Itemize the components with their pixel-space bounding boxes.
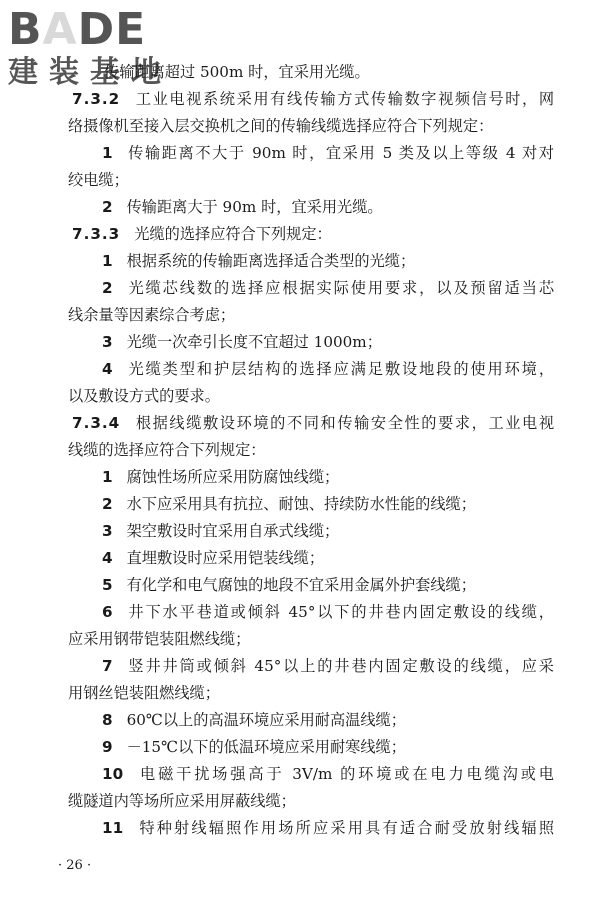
list-item: 1 腐蚀性场所应采用防腐蚀线缆； bbox=[102, 468, 340, 486]
section-7-3-3-heading: 7.3.3 光缆的选择应符合下列规定： bbox=[72, 225, 332, 243]
list-item: 9 －15℃以下的低温环境应采用耐寒线缆； bbox=[102, 738, 406, 756]
text-line: 绞电缆； bbox=[68, 171, 129, 189]
text-line: 以及敷设方式的要求。 bbox=[68, 387, 220, 405]
list-item: 2 水下应采用具有抗拉、耐蚀、持续防水性能的线缆； bbox=[102, 495, 476, 513]
text-line: 线余量等因素综合考虑； bbox=[68, 306, 236, 324]
list-item: 4 光缆类型和护层结构的选择应满足敷设地段的使用环境， bbox=[102, 360, 554, 378]
list-item: 5 有化学和电气腐蚀的地段不宜采用金属外护套线缆； bbox=[102, 576, 476, 594]
list-item: 3 架空敷设时宜采用自承式线缆； bbox=[102, 522, 340, 540]
text-line: 缆隧道内等场所应采用屏蔽线缆； bbox=[68, 792, 296, 810]
logo-wordmark: BADE bbox=[8, 4, 147, 55]
section-7-3-4-heading: 7.3.4 根据线缆敷设环境的不同和传输安全性的要求，工业电视 bbox=[72, 414, 554, 432]
text-line: 传输距离超过 500m 时，宜采用光缆。 bbox=[104, 63, 370, 81]
text-line: 用钢丝铠装阻燃线缆； bbox=[68, 684, 220, 702]
list-item: 3 光缆一次牵引长度不宜超过 1000m； bbox=[102, 333, 382, 351]
list-item: 8 60℃以上的高温环境应采用耐高温线缆； bbox=[102, 711, 406, 729]
list-item: 1 根据系统的传输距离选择适合类型的光缆； bbox=[102, 252, 416, 270]
list-item: 4 直埋敷设时应采用铠装线缆； bbox=[102, 549, 325, 567]
list-item: 7 竖井井筒或倾斜 45°以上的井巷内固定敷设的线缆，应采 bbox=[102, 657, 554, 675]
text-line: 线缆的选择应符合下列规定： bbox=[68, 441, 266, 459]
list-item: 11 特种射线辐照作用场所应采用具有适合耐受放射线辐照 bbox=[102, 819, 554, 837]
text-line: 应采用钢带铠装阻燃线缆； bbox=[68, 630, 251, 648]
logo-chinese-name: 建装基地 bbox=[8, 55, 172, 90]
list-item: 2 传输距离大于 90m 时，宜采用光缆。 bbox=[102, 198, 383, 216]
section-7-3-2-heading: 7.3.2 工业电视系统采用有线传输方式传输数字视频信号时，网 bbox=[72, 90, 554, 108]
text-line: 络摄像机至接入层交换机之间的传输线缆选择应符合下列规定： bbox=[68, 117, 494, 135]
list-item: 2 光缆芯线数的选择应根据实际使用要求，以及预留适当芯 bbox=[102, 279, 554, 297]
list-item: 6 井下水平巷道或倾斜 45°以下的井巷内固定敷设的线缆， bbox=[102, 603, 554, 621]
list-item: 1 传输距离不大于 90m 时，宜采用 5 类及以上等级 4 对对 bbox=[102, 144, 554, 162]
list-item: 10 电磁干扰场强高于 3V/m 的环境或在电力电缆沟或电 bbox=[102, 765, 554, 783]
document-body bbox=[64, 59, 554, 842]
page-number: · 26 · bbox=[58, 858, 92, 873]
